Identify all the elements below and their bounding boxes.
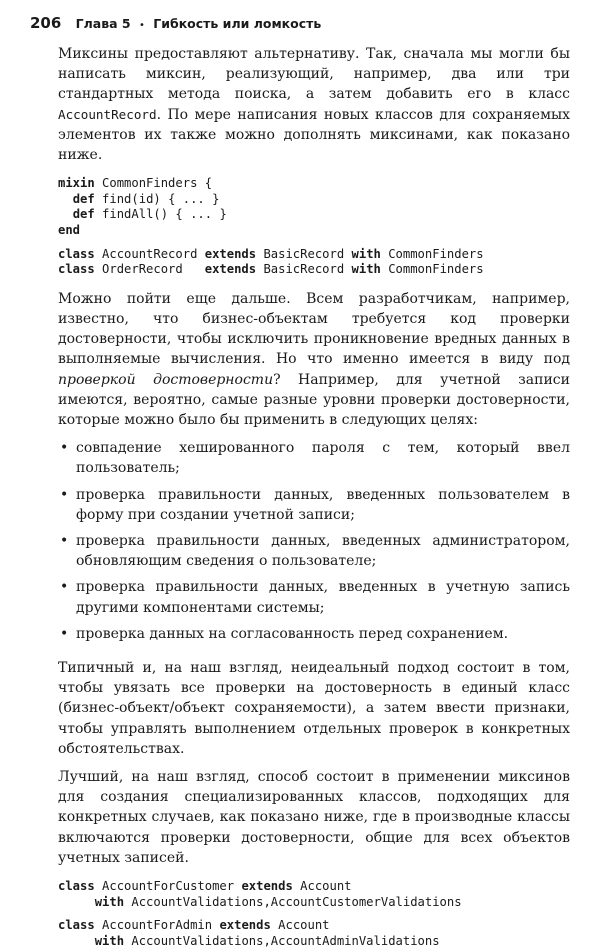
paragraph-better-approach: Лучший, на наш взгляд, способ состоит в применении миксинов для создания специализированных классов, подходящих для конкретных случаев, как показано ниже, где в производные классы включаются проверки достоверности, общие для всех объектов учетных записей.	[58, 769, 570, 866]
bullet-icon: •	[60, 533, 69, 550]
chapter-label: Глава 5	[75, 16, 131, 31]
page-number: 206	[30, 14, 62, 32]
chapter-title: Гибкость или ломкость	[153, 16, 322, 31]
page-body	[58, 44, 570, 949]
bullet-icon: •	[60, 579, 69, 596]
paragraph-typical-approach: Типичный и, на наш взгляд, неидеальный подход состоит в том, чтобы увязать все проверки на достоверность в единый класс (бизнес-объект/объект сохраняемости), а затем ввести признаки, чтобы управлять выполнением отдельных проверок в конкретных обстоятельствах.	[58, 660, 570, 757]
header-separator: •	[138, 20, 145, 31]
code-block-admin: class AccountForAdmin extends Account with AccountValidations,AccountAdminValidations	[58, 918, 440, 948]
list-item: • проверка данных на согласованность перед сохранением.	[58, 624, 570, 644]
paragraph-mixins-intro: Миксины предоставляют альтернативу. Так, сначала мы могли бы написать миксин, реализующий, например, два или три стандартных метода поиска, а затем добавить его в класс AccountRecord. По мере написания новых классов для сохраняемых элементов их также можно дополнять миксинами, как показано ниже.	[58, 46, 570, 164]
inline-code-accountrecord: AccountRecord	[58, 106, 157, 122]
list-item: • проверка правильности данных, введенных администратором, обновляющим сведения о пользователе;	[60, 533, 570, 570]
code-block-customer: class AccountForCustomer extends Account with AccountValidations,AccountCustomerValidations	[58, 879, 462, 909]
running-head	[30, 14, 570, 32]
code-block-mixin: mixin CommonFinders { def find(id) { ... } def findAll() { ... } end	[58, 176, 227, 237]
bullet-icon: •	[60, 440, 69, 457]
validation-list	[58, 438, 570, 644]
list-item: • совпадение хешированного пароля с тем, который ввел пользователь;	[60, 440, 570, 477]
bullet-icon: •	[60, 486, 69, 503]
list-item: • проверка правильности данных, введенных пользователем в форму при создании учетной записи;	[60, 486, 570, 523]
emphasis-term: проверкой достоверности	[58, 371, 274, 388]
code-block-classes: class AccountRecord extends BasicRecord with CommonFinders class OrderRecord extends BasicRecord with CommonFinders	[58, 246, 484, 277]
bullet-icon: •	[60, 625, 69, 642]
list-item: • проверка правильности данных, введенных в учетную запись другими компонентами системы;	[60, 579, 570, 616]
paragraph-validation: Можно пойти еще дальше. Всем разработчикам, например, известно, что бизнес-объектам требуется код проверки достоверности, чтобы исключить проникновение вредных данных в выполняемые вычисления. Но что именно имеется в виду под проверкой достоверности? Например, для учетной записи имеются, вероятно, самые разные уровни проверки достоверности, которые можно было бы применить в следующих целях:	[58, 290, 570, 428]
